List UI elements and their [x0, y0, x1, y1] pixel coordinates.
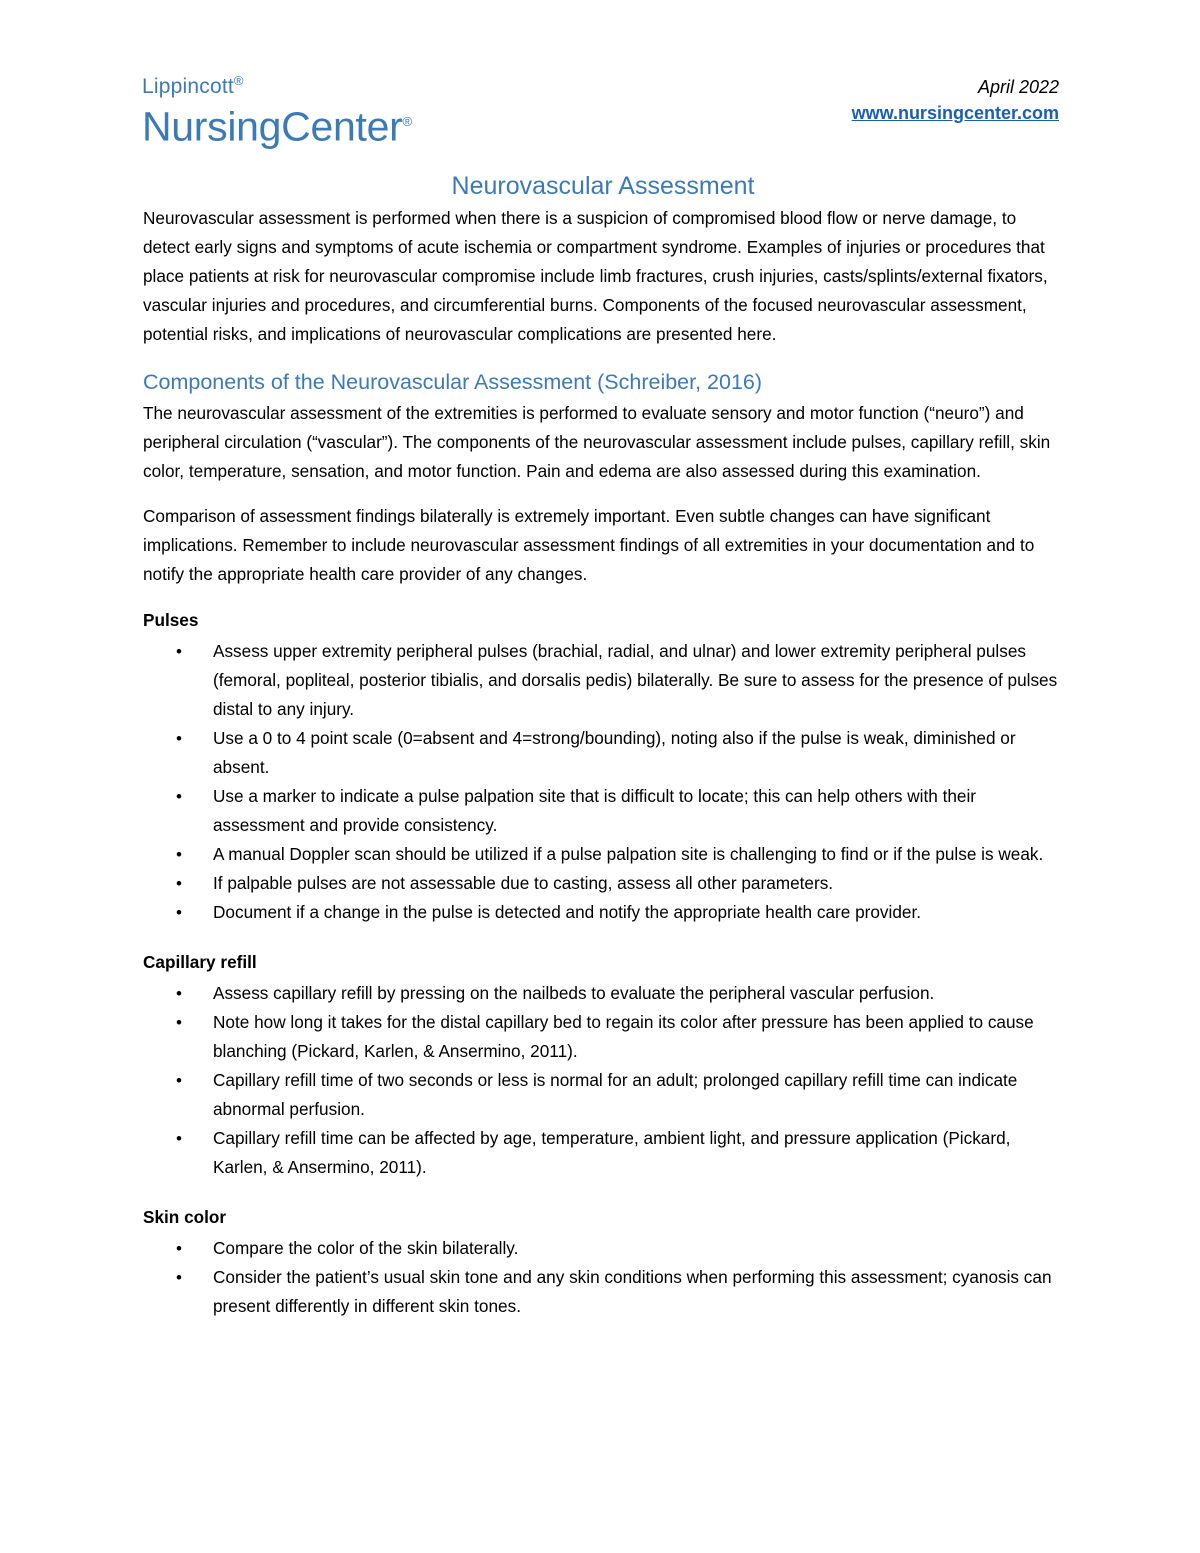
- logo-main-text: NursingCenter®: [142, 103, 412, 150]
- list-item: • Document if a change in the pulse is detected and notify the appropriate health care provider.: [143, 898, 1063, 927]
- logo: [142, 70, 412, 149]
- pulses-heading: Pulses: [143, 610, 199, 630]
- skin-section: [143, 1202, 1063, 1321]
- list-item: • Assess capillary refill by pressing on the nailbeds to evaluate the peripheral vascular perfusion.: [143, 979, 1063, 1008]
- list-item: • Note how long it takes for the distal capillary bed to regain its color after pressure has been applied to cause blanching (Pickard, Karlen, & Ansermino, 2011).: [143, 1008, 1063, 1066]
- bullet-icon: •: [176, 729, 182, 748]
- list-item: • Assess upper extremity peripheral pulses (brachial, radial, and ulnar) and lower extremity peripheral pulses (femoral, popliteal, posterior tibialis, and dorsalis pedis) bilaterally. Be sure to assess for the presence of pulses distal to any injury.: [143, 637, 1063, 724]
- list-item: • If palpable pulses are not assessable due to casting, assess all other parameters.: [143, 869, 1063, 898]
- issue-date: April 2022: [977, 77, 1059, 97]
- intro-paragraph: Neurovascular assessment is performed when there is a suspicion of compromised blood flow or nerve damage, to detect early signs and symptoms of acute ischemia or compartment syndrome. Examples of injuries or procedures that place patients at risk for neurovascular compromise include limb fractures, crush injuries, casts/splints/external fixators, vascular injuries and procedures, and circumferential burns. Components of the focused neurovascular assessment, potential risks, and implications of neurovascular complications are presented here.: [143, 208, 1048, 344]
- pulses-list: [143, 637, 1063, 927]
- list-item: • Consider the patient’s usual skin tone and any skin conditions when performing this assessment; cyanosis can present differently in different skin tones.: [143, 1263, 1063, 1321]
- list-item: • A manual Doppler scan should be utilized if a pulse palpation site is challenging to find or if the pulse is weak.: [143, 840, 1063, 869]
- pulses-section: [143, 605, 1063, 927]
- list-item: • Compare the color of the skin bilaterally.: [143, 1234, 1063, 1263]
- components-heading: Components of the Neurovascular Assessment (Schreiber, 2016): [143, 370, 763, 394]
- components-paragraph-1: The neurovascular assessment of the extremities is performed to evaluate sensory and motor function (“neuro”) and peripheral circulation (“vascular”). The components of the neurovascular assessment include pulses, capillary refill, skin color, temperature, sensation, and motor function. Pain and edema are also assessed during this examination.: [143, 403, 1051, 481]
- website-link[interactable]: www.nursingcenter.com: [851, 103, 1059, 123]
- bullet-icon: •: [176, 1268, 182, 1287]
- bullet-icon: •: [176, 874, 182, 893]
- header-meta: [852, 74, 1059, 126]
- components-paragraph-2: Comparison of assessment findings bilaterally is extremely important. Even subtle changes can have significant implications. Remember to include neurovascular assessment findings of all extremities in your documentation and to notify the appropriate health care provider of any changes.: [143, 506, 1035, 584]
- capillary-section: [143, 947, 1063, 1182]
- document-body: [143, 171, 1063, 1341]
- list-item: • Use a 0 to 4 point scale (0=absent and 4=strong/bounding), noting also if the pulse is weak, diminished or absent.: [143, 724, 1063, 782]
- bullet-icon: •: [176, 984, 182, 1003]
- list-item: • Capillary refill time of two seconds or less is normal for an adult; prolonged capillary refill time can indicate abnormal perfusion.: [143, 1066, 1063, 1124]
- list-item: • Use a marker to indicate a pulse palpation site that is difficult to locate; this can help others with their assessment and provide consistency.: [143, 782, 1063, 840]
- bullet-icon: •: [176, 642, 182, 661]
- list-item: • Capillary refill time can be affected by age, temperature, ambient light, and pressure application (Pickard, Karlen, & Ansermino, 2011).: [143, 1124, 1063, 1182]
- page-title: Neurovascular Assessment: [451, 172, 755, 200]
- bullet-icon: •: [176, 787, 182, 806]
- bullet-icon: •: [176, 1013, 182, 1032]
- logo-top-text: Lippincott®: [142, 73, 244, 98]
- skin-list: [143, 1234, 1063, 1321]
- capillary-heading: Capillary refill: [143, 952, 257, 972]
- bullet-icon: •: [176, 903, 182, 922]
- bullet-icon: •: [176, 1129, 182, 1148]
- bullet-icon: •: [176, 845, 182, 864]
- capillary-list: [143, 979, 1063, 1182]
- bullet-icon: •: [176, 1239, 182, 1258]
- skin-heading: Skin color: [143, 1207, 227, 1227]
- bullet-icon: •: [176, 1071, 182, 1090]
